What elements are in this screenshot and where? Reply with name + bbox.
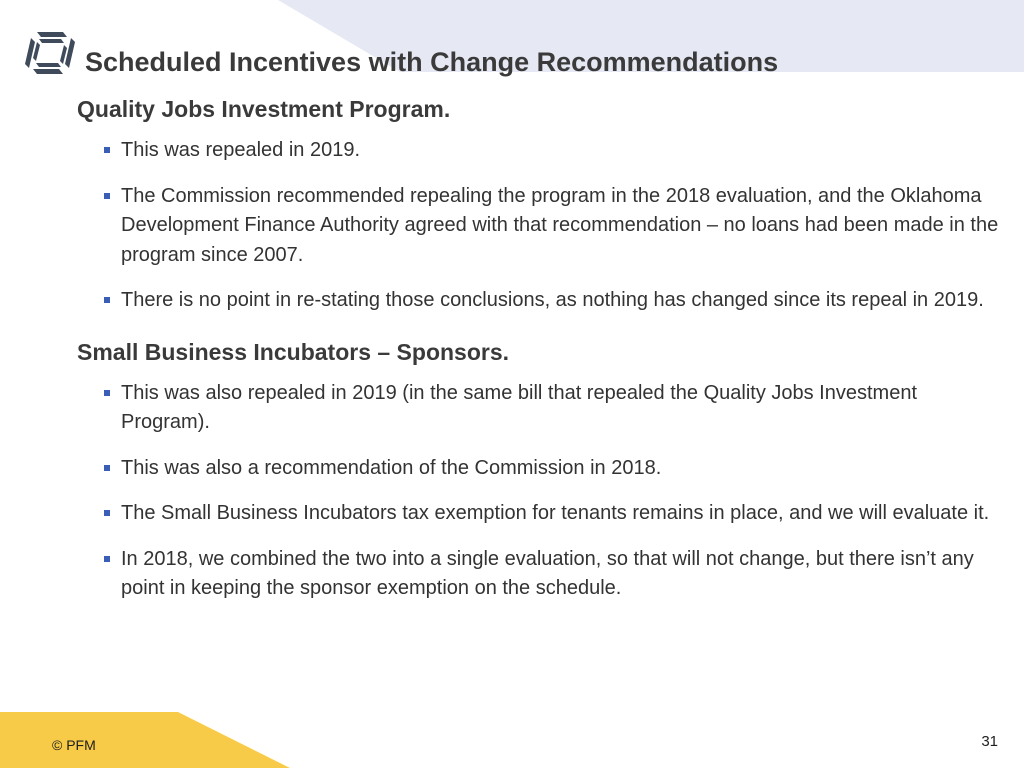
bullet-text: In 2018, we combined the two into a single evaluation, so that will not change, but there isn’t any point in keeping the sponsor exemption on the schedule. — [121, 547, 974, 599]
slide-content — [77, 95, 1002, 604]
bullet-item — [121, 545, 1002, 604]
bullet-icon — [104, 390, 110, 396]
section-small-business-incubators — [77, 338, 1002, 604]
section-quality-jobs — [77, 95, 1002, 316]
pfm-logo-icon — [23, 28, 77, 78]
bullet-icon — [104, 510, 110, 516]
bullet-item — [121, 286, 1002, 316]
bullet-item — [121, 379, 1002, 438]
bullet-icon — [104, 556, 110, 562]
footer-accent-band — [0, 712, 290, 768]
bullet-item — [121, 499, 1002, 529]
bullet-icon — [104, 297, 110, 303]
bullet-text: The Commission recommended repealing the program in the 2018 evaluation, and the Oklahoma Development Finance Authority agreed with that recommendation – no loans had been made in the program since 2007. — [121, 184, 999, 266]
bullet-text: The Small Business Incubators tax exemption for tenants remains in place, and we will evaluate it. — [121, 502, 990, 524]
section-heading: Small Business Incubators – Sponsors. — [77, 338, 510, 365]
bullet-list — [77, 379, 1002, 604]
bullet-text: This was also repealed in 2019 (in the same bill that repealed the Quality Jobs Investment Program). — [121, 381, 917, 433]
page-number: 31 — [981, 733, 998, 750]
bullet-text: This was also a recommendation of the Commission in 2018. — [121, 456, 662, 479]
bullet-icon — [104, 147, 110, 153]
bullet-text: This was repealed in 2019. — [121, 139, 361, 161]
bullet-list — [77, 136, 1002, 316]
bullet-item — [121, 136, 1002, 166]
bullet-item — [121, 454, 1002, 484]
bullet-text: There is no point in re-stating those conclusions, as nothing has changed since its repeal in 2019. — [121, 289, 984, 311]
bullet-icon — [104, 193, 110, 199]
bullet-item — [121, 182, 1002, 271]
footer-copyright: © PFM — [52, 737, 96, 753]
slide-title: Scheduled Incentives with Change Recommendations — [85, 47, 779, 77]
section-heading: Quality Jobs Investment Program. — [77, 96, 451, 122]
bullet-icon — [104, 465, 110, 471]
